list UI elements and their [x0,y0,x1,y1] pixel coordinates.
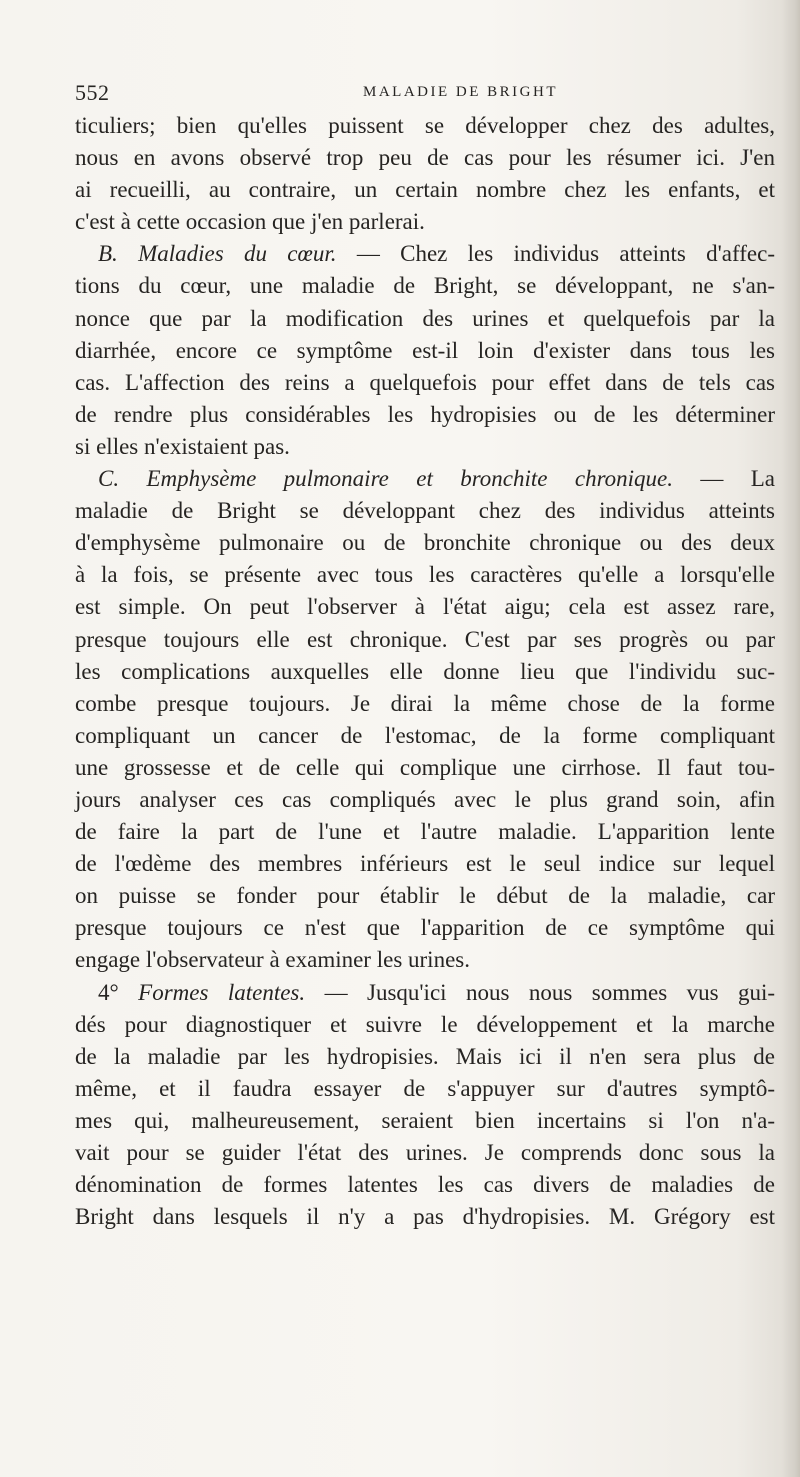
text-line: est simple. On peut l'observer à l'état aigu; cela est assez rare, [75,594,775,620]
text-fragment: — Jusqu'ici nous nous sommes vus gui- [324,979,776,1005]
text-line: tions du cœur, une maladie de Bright, se développant, ne s'an- [75,273,775,299]
text-line: compliquant un cancer de l'estomac, de la forme compliquant [75,722,775,748]
section-b-first-line [75,238,775,270]
section-c-title: Emphysème pulmonaire et bronchite chronique. [146,466,674,492]
text-line: jours analyser ces cas compliqués avec le plus grand soin, afin [75,786,775,812]
text-fragment: — Chez les individus atteints d'affec- [356,241,775,267]
section-d-label: 4° [98,979,119,1005]
page-number: 552 [75,80,110,105]
text-line: presque toujours elle est chronique. C'est par ses progrès ou par [75,626,775,652]
text-line: diarrhée, encore ce symptôme est-il loin d'exister dans tous les [75,337,775,363]
text-line: nonce que par la modification des urines et quelquefois par la [75,305,775,331]
text-line: on puisse se fonder pour établir le début de la maladie, car [75,883,775,909]
section-c-label: C. [98,466,120,492]
text-line: combe presque toujours. Je dirai la même chose de la forme [75,690,775,716]
text-line: dés pour diagnostiquer et suivre le développement et la marche [75,1011,775,1037]
text-line: mes qui, malheureusement, seraient bien incertains si l'on n'a- [75,1107,775,1133]
text-line: dénomination de formes latentes les cas divers de maladies de [75,1172,775,1198]
text-line: vait pour se guider l'état des urines. Je comprends donc sous la [75,1140,775,1165]
text-line: ai recueilli, au contraire, un certain nombre chez les enfants, et [75,177,775,203]
text-line: de faire la part de l'une et l'autre maladie. L'apparition lente [75,819,775,845]
section-c-first-line [75,463,775,495]
section-d-first-line [75,977,775,1009]
text-line: d'emphysème pulmonaire ou de bronchite chronique ou des deux [75,530,775,556]
text-line: ticuliers; bien qu'elles puissent se développer chez des adultes, [75,113,775,138]
text-line: cas. L'affection des reins a quelquefois pour effet dans de tels cas [75,369,775,395]
text-line: de la maladie par les hydropisies. Mais ici il n'en sera plus de [75,1043,775,1069]
running-title: MALADIE DE BRIGHT [363,84,558,100]
section-d-title: Formes latentes. [138,979,306,1005]
text-line: même, et il faudra essayer de s'appuyer sur d'autres symptô- [75,1075,775,1101]
text-line: de rendre plus considérables les hydropisies ou de les déterminer [75,401,775,427]
text-line: Bright dans lesquels il n'y a pas d'hydropisies. M. Grégory est [75,1204,775,1230]
section-b-title: Maladies du cœur. [138,241,337,267]
text-line: de l'œdème des membres inférieurs est le seul indice sur lequel [75,851,775,877]
text-line: si elles n'existaient pas. [75,433,290,459]
text-line: presque toujours ce n'est que l'apparition de ce symptôme qui [75,915,775,941]
text-line: c'est à cette occasion que j'en parlerai. [75,209,425,235]
text-line: les complications auxquelles elle donne lieu que l'individu suc- [75,658,775,684]
text-line: maladie de Bright se développant chez des individus atteints [75,498,775,524]
text-line: une grossesse et de celle qui complique une cirrhose. Il faut tou- [75,754,775,780]
section-b-label: B. [98,241,118,267]
text-line: à la fois, se présente avec tous les caractères qu'elle a lorsqu'elle [75,562,775,588]
text-line: engage l'observateur à examiner les urines. [75,947,470,973]
text-line: nous en avons observé trop peu de cas pour les résumer ici. J'en [75,145,775,171]
page-edge-shadow [782,0,800,1477]
page-header [75,80,775,110]
text-fragment: — La [700,466,776,492]
body-text [75,110,775,1233]
